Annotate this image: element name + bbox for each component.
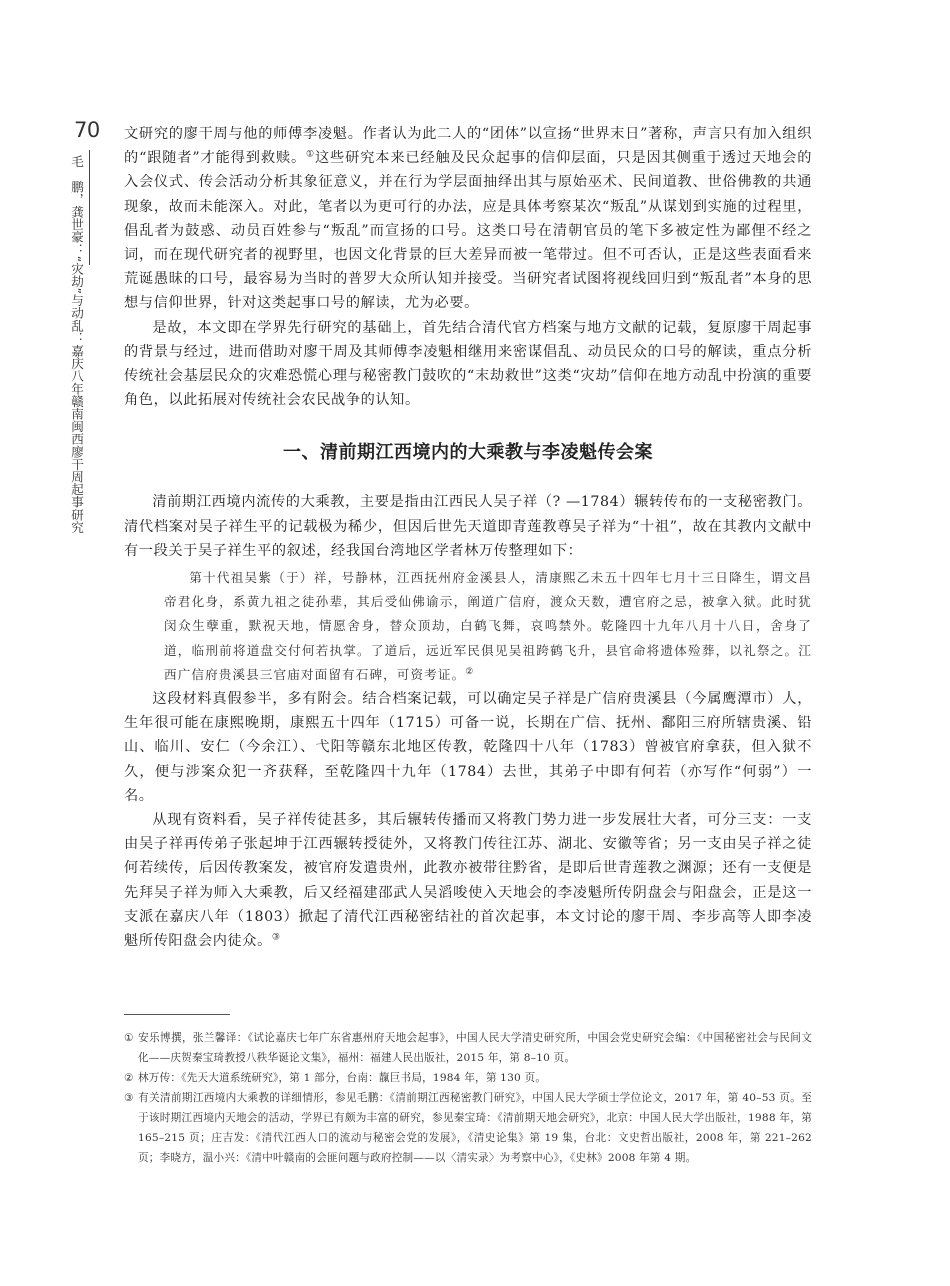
- footnote-mark: ①: [124, 1032, 134, 1044]
- running-head-rule: [89, 150, 90, 265]
- footnote-1: ① 安乐博撰，张兰馨译：《试论嘉庆七年广东省惠州府天地会起事》，中国人民大学清史研究所，中国会党史研究会编：《中国秘密社会与民间文化——庆贺秦宝琦教授八秩华诞论文集》，福州：福建人民出版社，2015 年，第 8–10 页。: [124, 1028, 812, 1068]
- footnote-3: ③ 有关清前期江西境内大乘教的详细情形，参见毛鹏：《清前期江西秘密教门研究》，中国人民大学硕士学位论文，2017 年，第 40–53 页。至于该时期江西境内天地会的活动，学界已有颇为丰富的研究，参见秦宝琦：《清前期天地会研究》，北京：中国人民大学出版社，1988 年，第 165–215 页；庄吉发：《清代江西人口的流动与秘密会党的发展》，《清史论集》第 19 集，台北：文史哲出版社，2008 年，第 221–262 页；李晓方，温小兴：《清中叶赣南的会匪问题与政府控制——以〈清实录〉为考察中心》，《史林》2008 年第 4 期。: [124, 1088, 812, 1168]
- footnote-rule: [124, 1014, 230, 1015]
- footnote-2: ② 林万传：《先天大道系统研究》，第 1 部分，台南：靝巨书局，1984 年，第 130 页。: [124, 1068, 812, 1088]
- footnotes: [124, 1028, 812, 1168]
- section-paragraph-1: 清前期江西境内流传的大乘教，主要是指由江西民人吴子祥（? —1784）辗转传布的一支秘密教门。清代档案对吴子祥生平的记载极为稀少，但因后世先天道即青莲教尊吴子祥为“十祖”，故在其教内文献中有一段关于吴子祥生平的叙述，经我国台湾地区学者林万传整理如下：: [124, 494, 812, 559]
- quote-text: 第十代祖吴紫（于）祥，号静林，江西抚州府金溪县人，清康熙乙未五十四年七月十三日降生，谓文昌帝君化身，系黄九祖之徒孙辈，其后受仙佛谕示，阐道广信府，渡众天数，遭官府之忌，被拿入狱。此时犹闵众生孽重，默祝天地，情愿舍身，替众顶劫，白鹤飞舞，哀鸣禁外。乾隆四十九年八月十八日，舍身了道，临刑前将道盘交付何若执掌。了道后，远近军民俱见吴祖跨鹤飞升，县官命将遗体殓葬，以礼祭之。江西广信府贵溪县三官庙对面留有石碑，可资考证。②: [164, 570, 812, 682]
- intro-paragraph-2: 是故，本文即在学界先行研究的基础上，首先结合清代官方档案与地方文献的记载，复原廖干周起事的背景与经过，进而借助对廖干周及其师傅李凌魁相继用来密谋倡乱、动员民众的口号的解读，重点分析传统社会基层民众的灾难恐慌心理与秘密教门鼓吹的“末劫救世”这类“灾劫”信仰在地方动乱中扮演的重要角色，以此拓展对传统社会农民战争的认知。: [124, 319, 812, 409]
- block-quote: [124, 566, 812, 687]
- running-head: 毛 鹏，龚世豪：“灾劫”与动乱：嘉庆八年赣南闽西廖干周起事研究: [69, 155, 84, 534]
- main-text: [124, 122, 812, 953]
- footnote-mark: ③: [124, 1092, 134, 1104]
- footnote-ref-3[interactable]: ③: [271, 932, 281, 943]
- footnote-ref-2[interactable]: ②: [465, 666, 475, 677]
- body-paragraph-2: 这段材料真假参半，多有附会。结合档案记载，可以确定吴子祥是广信府贵溪县（今属鹰潭市）人，生年很可能在康熙晚期，康熙五十四年（1715）可备一说，长期在广信、抚州、鄱阳三府所辖贵溪、铅山、临川、安仁（今余江）、弋阳等赣东北地区传教，乾隆四十八年（1783）曾被官府拿获，但入狱不久，便与涉案众犯一齐获释，至乾隆四十九年（1784）去世，其弟子中即有何若（亦写作“何弱”）一名。: [124, 691, 812, 804]
- page-number: 70: [74, 118, 100, 142]
- body-paragraph-3: 从现有资料看，吴子祥传徒甚多，其后辗转传播而又将教门势力进一步发展壮大者，可分三支：一支由吴子祥再传弟子张起坤于江西辗转授徒外，又将教门传往江苏、湖北、安徽等省；另一支由吴子祥之徒何若续传，后因传教案发，被官府发遣贵州，此教亦被带往黔省，是即后世青莲教之渊源；还有一支便是先拜吴子祥为师入大乘教，后又经福建邵武人吴滔唆使入天地会的李凌魁所传阴盘会与阳盘会，正是这一支派在嘉庆八年（1803）掀起了清代江西秘密结社的首次起事，本文讨论的廖干周、李步高等人即李凌魁所传阳盘会内徒众。③: [124, 812, 812, 950]
- footnote-ref-1[interactable]: ①: [306, 149, 315, 160]
- footnote-mark: ②: [124, 1072, 134, 1084]
- section-title: 一、清前期江西境内的大乘教与李凌魁传会案: [283, 442, 653, 464]
- intro-paragraph-1: 文研究的廖干周与他的师傅李凌魁。作者认为此二人的“团体”以宣扬“世界末日”著称，声言只有加入组织的“跟随者”才能得到救赎。①这些研究本来已经触及民众起事的信仰层面，只是因其侧重于透过天地会的入会仪式、传会活动分析其象征意义，并在行为学层面抽绎出其与原始巫术、民间道教、世俗佛教的共通现象，故而未能深入。对此，笔者以为更可行的办法，应是具体考察某次“叛乱”从谋划到实施的过程里，倡乱者为鼓惑、动员百姓参与“叛乱”而宣扬的口号。这类口号在清朝官员的笔下多被定性为鄙俚不经之词，而在现代研究者的视野里，也因文化背景的巨大差异而被一笔带过。但不可否认，正是这些表面看来荒诞愚昧的口号，最容易为当时的普罗大众所认知并接受。当研究者试图将视线回归到“叛乱者”本身的思想与信仰世界，针对这类起事口号的解读，尤为必要。: [124, 126, 812, 312]
